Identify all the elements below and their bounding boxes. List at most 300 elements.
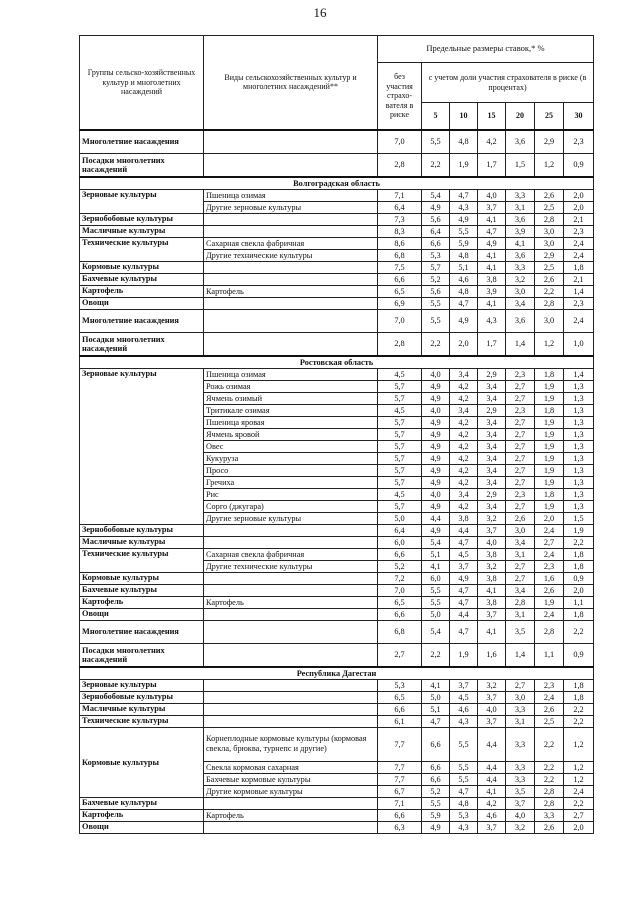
crop-type-cell: Пшеница озимая [204,189,378,201]
rate-share-5: 5,6 [422,285,450,297]
rate-share-25: 1,2 [535,153,564,177]
rate-share-25: 3,0 [535,225,564,237]
rate-share-5: 4,9 [422,524,450,536]
rate-share-30: 2,2 [564,536,594,548]
crop-type-cell [204,261,378,273]
rate-share-30: 1,3 [564,452,594,464]
header-group-column: Группы сельско-хозяйственных культур и многолетних насаждений [80,36,204,130]
rate-no-share: 5,7 [378,452,422,464]
crop-type-cell: Ячмень яровой [204,428,378,440]
rate-no-share: 5,7 [378,416,422,428]
rate-no-share: 7,5 [378,261,422,273]
rate-share-10: 4,2 [450,464,478,476]
rate-no-share: 6,5 [378,691,422,703]
rate-share-30: 2,3 [564,130,594,154]
rate-share-20: 3,0 [506,285,535,297]
crop-type-cell: Пшеница яровая [204,416,378,428]
rate-share-30: 1,3 [564,488,594,500]
rate-share-25: 2,6 [535,703,564,715]
rate-share-25: 2,5 [535,201,564,213]
rate-share-5: 2,2 [422,643,450,667]
rate-share-5: 4,1 [422,679,450,691]
rate-share-25: 1,9 [535,392,564,404]
crop-type-cell [204,691,378,703]
rate-share-10: 4,2 [450,476,478,488]
rate-share-15: 3,8 [478,572,506,584]
rate-share-30: 2,4 [564,785,594,797]
rate-no-share: 6,8 [378,249,422,261]
header-no-share: без участия страхо-вателя в риске [378,63,422,130]
rate-share-30: 2,0 [564,584,594,596]
crop-group-cell: Картофель [80,809,204,821]
rate-share-15: 4,1 [478,620,506,643]
rate-share-5: 4,9 [422,440,450,452]
rate-share-5: 2,2 [422,153,450,177]
rate-share-20: 2,7 [506,428,535,440]
crop-type-cell: Корнеплодные кормовые культуры (кормовая свекла, брюква, турнепс и другие) [204,727,378,761]
rate-share-25: 1,9 [535,464,564,476]
crop-group-cell: Посадки многолетних насаждений [80,153,204,177]
rate-share-30: 0,9 [564,572,594,584]
crop-type-cell [204,703,378,715]
rate-no-share: 2,8 [378,332,422,356]
rate-share-10: 5,5 [450,773,478,785]
crop-group-cell: Технические культуры [80,548,204,572]
rate-share-30: 1,3 [564,392,594,404]
table-row [80,608,594,620]
rate-share-25: 2,6 [535,821,564,833]
rate-no-share: 7,1 [378,797,422,809]
rate-share-10: 4,9 [450,572,478,584]
rate-share-15: 4,9 [478,237,506,249]
rate-share-25: 1,9 [535,440,564,452]
crop-type-cell [204,715,378,727]
crop-type-cell [204,225,378,237]
rate-share-5: 5,0 [422,608,450,620]
rate-share-30: 1,3 [564,464,594,476]
rate-share-10: 1,9 [450,153,478,177]
crop-type-cell [204,643,378,667]
rate-no-share: 5,3 [378,679,422,691]
rate-no-share: 5,7 [378,380,422,392]
rate-share-15: 3,8 [478,273,506,285]
rate-share-5: 4,9 [422,201,450,213]
rate-share-25: 1,6 [535,572,564,584]
crop-group-cell: Зерновые культуры [80,679,204,691]
rate-share-10: 4,3 [450,821,478,833]
table-row [80,273,594,285]
rate-share-5: 5,1 [422,703,450,715]
rate-share-10: 4,2 [450,452,478,464]
crop-type-cell: Другие технические культуры [204,560,378,572]
rate-share-20: 3,2 [506,821,535,833]
crop-group-cell: Масличные культуры [80,703,204,715]
crop-type-cell [204,153,378,177]
rate-share-30: 2,0 [564,821,594,833]
crop-group-cell: Овощи [80,821,204,833]
rate-share-15: 3,4 [478,428,506,440]
rate-no-share: 7,0 [378,584,422,596]
crop-group-cell: Кормовые культуры [80,572,204,584]
rate-share-30: 1,4 [564,285,594,297]
rate-share-5: 5,4 [422,189,450,201]
rate-share-15: 3,4 [478,392,506,404]
rate-share-5: 4,1 [422,560,450,572]
rate-share-30: 1,1 [564,596,594,608]
rate-share-10: 4,2 [450,440,478,452]
table-row [80,715,594,727]
rate-no-share: 7,7 [378,727,422,761]
crop-group-cell: Многолетние насаждения [80,309,204,332]
rate-share-10: 4,3 [450,201,478,213]
crop-type-cell: Тритикале озимая [204,404,378,416]
rate-share-30: 2,4 [564,249,594,261]
rate-share-30: 1,3 [564,404,594,416]
rate-share-5: 4,9 [422,500,450,512]
rate-share-25: 2,6 [535,584,564,596]
rate-share-5: 4,9 [422,380,450,392]
rate-share-5: 5,9 [422,809,450,821]
rate-share-15: 1,7 [478,153,506,177]
rate-share-15: 3,4 [478,452,506,464]
rate-share-25: 1,8 [535,404,564,416]
rate-share-10: 4,9 [450,213,478,225]
rate-share-25: 1,9 [535,596,564,608]
rate-share-10: 3,7 [450,560,478,572]
rate-share-20: 3,6 [506,130,535,154]
crop-type-cell [204,821,378,833]
crop-type-cell: Картофель [204,285,378,297]
rate-no-share: 8,6 [378,237,422,249]
rate-share-25: 2,8 [535,797,564,809]
rate-share-10: 4,7 [450,536,478,548]
rate-share-10: 4,4 [450,608,478,620]
rate-no-share: 6,5 [378,596,422,608]
rate-share-10: 4,6 [450,703,478,715]
rate-no-share: 6,6 [378,608,422,620]
rate-share-25: 3,3 [535,809,564,821]
rate-share-25: 2,8 [535,785,564,797]
rate-no-share: 6,9 [378,297,422,309]
table-row [80,332,594,356]
rate-share-25: 2,5 [535,715,564,727]
rate-share-15: 3,4 [478,500,506,512]
rate-no-share: 2,8 [378,153,422,177]
crop-group-cell: Овощи [80,297,204,309]
rate-share-20: 3,3 [506,773,535,785]
rate-share-15: 4,0 [478,189,506,201]
table-row [80,703,594,715]
rate-share-30: 1,9 [564,524,594,536]
crop-type-cell: Другие технические культуры [204,249,378,261]
rate-no-share: 2,7 [378,643,422,667]
rate-share-15: 3,8 [478,596,506,608]
rate-share-20: 2,7 [506,416,535,428]
rate-share-30: 2,1 [564,273,594,285]
rate-share-5: 4,9 [422,464,450,476]
rate-share-10: 4,9 [450,309,478,332]
crop-type-cell: Картофель [204,809,378,821]
rate-share-25: 1,8 [535,368,564,380]
rate-share-25: 1,2 [535,332,564,356]
rate-share-5: 4,9 [422,392,450,404]
rate-share-5: 2,2 [422,332,450,356]
rate-share-20: 2,7 [506,500,535,512]
rate-share-30: 1,2 [564,727,594,761]
crop-group-cell: Масличные культуры [80,225,204,237]
rate-share-5: 4,9 [422,428,450,440]
rate-share-10: 3,7 [450,679,478,691]
table-row [80,285,594,297]
crop-type-cell: Сахарная свекла фабричная [204,548,378,560]
rate-no-share: 6,6 [378,548,422,560]
crop-group-cell: Зернобобовые культуры [80,524,204,536]
rate-share-20: 3,4 [506,297,535,309]
crop-group-cell: Зернобобовые культуры [80,213,204,225]
rate-share-20: 3,6 [506,249,535,261]
rate-no-share: 5,2 [378,560,422,572]
rate-share-20: 2,7 [506,440,535,452]
rate-share-15: 3,7 [478,821,506,833]
crop-type-cell [204,536,378,548]
rate-share-20: 3,3 [506,727,535,761]
crop-type-cell [204,130,378,154]
rate-no-share: 7,3 [378,213,422,225]
rate-share-10: 4,2 [450,500,478,512]
rate-share-25: 2,4 [535,691,564,703]
page-number: 16 [313,5,327,20]
rate-share-5: 4,9 [422,416,450,428]
rate-share-30: 1,4 [564,368,594,380]
rate-no-share: 5,7 [378,392,422,404]
table-row [80,189,594,201]
rate-share-25: 2,0 [535,512,564,524]
rate-share-10: 4,6 [450,273,478,285]
table-row [80,727,594,761]
rate-share-30: 1,3 [564,440,594,452]
rate-share-15: 3,2 [478,512,506,524]
header-share-5: 5 [422,103,450,130]
rate-share-20: 2,7 [506,572,535,584]
crop-type-cell [204,584,378,596]
rate-share-25: 2,4 [535,548,564,560]
rate-no-share: 7,2 [378,572,422,584]
rate-share-10: 4,5 [450,691,478,703]
rate-share-30: 2,2 [564,715,594,727]
rate-share-10: 5,5 [450,761,478,773]
crop-type-cell: Бахчевые кормовые культуры [204,773,378,785]
rate-share-15: 4,2 [478,797,506,809]
crop-type-cell: Картофель [204,596,378,608]
header-share-15: 15 [478,103,506,130]
rate-share-25: 1,9 [535,416,564,428]
crop-group-cell: Зернобобовые культуры [80,691,204,703]
crop-type-cell [204,332,378,356]
rate-share-15: 3,4 [478,380,506,392]
rate-share-5: 5,2 [422,273,450,285]
rate-share-10: 3,4 [450,488,478,500]
rate-share-25: 1,9 [535,500,564,512]
rate-share-30: 1,8 [564,548,594,560]
rate-share-30: 2,4 [564,237,594,249]
rate-share-15: 3,7 [478,691,506,703]
rate-share-20: 2,7 [506,679,535,691]
crop-type-cell: Другие зерновые культуры [204,512,378,524]
rate-no-share: 5,7 [378,476,422,488]
rate-share-20: 1,4 [506,332,535,356]
rate-share-15: 4,1 [478,249,506,261]
rate-share-10: 3,4 [450,404,478,416]
rate-share-20: 3,5 [506,785,535,797]
rate-share-15: 1,6 [478,643,506,667]
rate-share-5: 4,9 [422,476,450,488]
crop-type-cell: Сахарная свекла фабричная [204,237,378,249]
rate-share-5: 6,0 [422,572,450,584]
crop-group-cell: Картофель [80,285,204,297]
table-row [80,368,594,380]
rate-share-20: 2,7 [506,464,535,476]
crop-group-cell: Зерновые культуры [80,189,204,213]
rate-share-30: 1,5 [564,512,594,524]
crop-type-cell [204,524,378,536]
rate-share-10: 4,7 [450,785,478,797]
rate-share-20: 2,7 [506,392,535,404]
crop-group-cell: Зерновые культуры [80,368,204,524]
rate-share-10: 4,2 [450,380,478,392]
rate-share-20: 3,3 [506,189,535,201]
rate-no-share: 4,5 [378,404,422,416]
crop-group-cell: Масличные культуры [80,536,204,548]
crop-group-cell: Картофель [80,596,204,608]
crop-group-cell: Технические культуры [80,237,204,261]
rate-share-25: 2,6 [535,189,564,201]
rate-share-30: 2,0 [564,189,594,201]
rate-share-10: 5,5 [450,727,478,761]
rate-share-10: 4,7 [450,297,478,309]
crop-group-cell: Многолетние насаждения [80,130,204,154]
rate-share-20: 3,1 [506,715,535,727]
crop-group-cell: Посадки многолетних насаждений [80,332,204,356]
rate-share-20: 3,6 [506,213,535,225]
crop-group-cell: Технические культуры [80,715,204,727]
rate-share-20: 3,3 [506,703,535,715]
rate-share-25: 2,8 [535,213,564,225]
rate-share-5: 6,6 [422,773,450,785]
rate-share-30: 2,2 [564,703,594,715]
region-header [80,667,594,680]
rate-no-share: 5,7 [378,428,422,440]
rate-no-share: 6,6 [378,273,422,285]
rate-share-20: 2,3 [506,404,535,416]
rate-share-5: 4,9 [422,821,450,833]
rate-share-15: 2,9 [478,488,506,500]
rate-share-10: 4,2 [450,416,478,428]
rate-share-25: 2,9 [535,249,564,261]
rate-share-25: 2,8 [535,620,564,643]
rate-share-25: 2,3 [535,560,564,572]
rate-share-30: 2,3 [564,297,594,309]
table-row [80,809,594,821]
rate-share-30: 1,8 [564,560,594,572]
rate-share-25: 1,9 [535,452,564,464]
rate-share-20: 2,3 [506,488,535,500]
rate-share-20: 4,0 [506,809,535,821]
table-row [80,237,594,249]
rate-share-15: 3,4 [478,476,506,488]
table-row [80,548,594,560]
rate-share-25: 2,2 [535,761,564,773]
table-row [80,643,594,667]
table-row [80,572,594,584]
insurance-rates-table [79,35,594,834]
rate-share-5: 6,4 [422,225,450,237]
crop-type-cell: Ячмень озимый [204,392,378,404]
rate-share-5: 4,0 [422,488,450,500]
crop-type-cell: Сорго (джугара) [204,500,378,512]
rate-share-15: 4,7 [478,225,506,237]
rate-share-15: 4,6 [478,809,506,821]
table-row [80,524,594,536]
rate-share-25: 2,2 [535,285,564,297]
rate-no-share: 8,3 [378,225,422,237]
rate-share-30: 1,3 [564,500,594,512]
rate-share-30: 2,2 [564,620,594,643]
rate-share-15: 4,1 [478,297,506,309]
rate-no-share: 6,4 [378,524,422,536]
crop-group-cell: Кормовые культуры [80,727,204,797]
rate-no-share: 6,0 [378,536,422,548]
rate-share-5: 5,7 [422,261,450,273]
crop-type-cell: Другие зерновые культуры [204,201,378,213]
rate-share-20: 3,2 [506,273,535,285]
rate-share-15: 4,4 [478,727,506,761]
rate-share-5: 5,4 [422,536,450,548]
rate-share-30: 1,2 [564,773,594,785]
rate-share-30: 1,8 [564,691,594,703]
header-with-share: с учетом доли участия страхователя в риске (в процентах) [422,63,594,103]
crop-group-cell: Многолетние насаждения [80,620,204,643]
rate-share-25: 2,2 [535,727,564,761]
rate-share-5: 5,5 [422,596,450,608]
rate-no-share: 6,8 [378,620,422,643]
rate-share-15: 4,0 [478,536,506,548]
rate-share-20: 3,6 [506,309,535,332]
rate-share-10: 2,0 [450,332,478,356]
rate-share-25: 3,0 [535,237,564,249]
rate-share-30: 1,3 [564,380,594,392]
rate-no-share: 7,0 [378,309,422,332]
rate-share-30: 2,1 [564,213,594,225]
rate-share-10: 4,5 [450,548,478,560]
table-row [80,584,594,596]
crop-type-cell: Овес [204,440,378,452]
rate-share-10: 5,1 [450,261,478,273]
rate-no-share: 7,7 [378,761,422,773]
region-title: Волгоградская область [80,177,594,190]
crop-group-cell: Кормовые культуры [80,261,204,273]
rate-share-30: 2,2 [564,797,594,809]
table-row [80,620,594,643]
rate-share-20: 1,5 [506,153,535,177]
table-row [80,691,594,703]
rate-share-5: 5,5 [422,584,450,596]
rate-share-20: 3,1 [506,608,535,620]
rate-share-5: 5,5 [422,797,450,809]
rate-no-share: 5,7 [378,464,422,476]
table-row [80,261,594,273]
header-share-30: 30 [564,103,594,130]
table-row [80,536,594,548]
